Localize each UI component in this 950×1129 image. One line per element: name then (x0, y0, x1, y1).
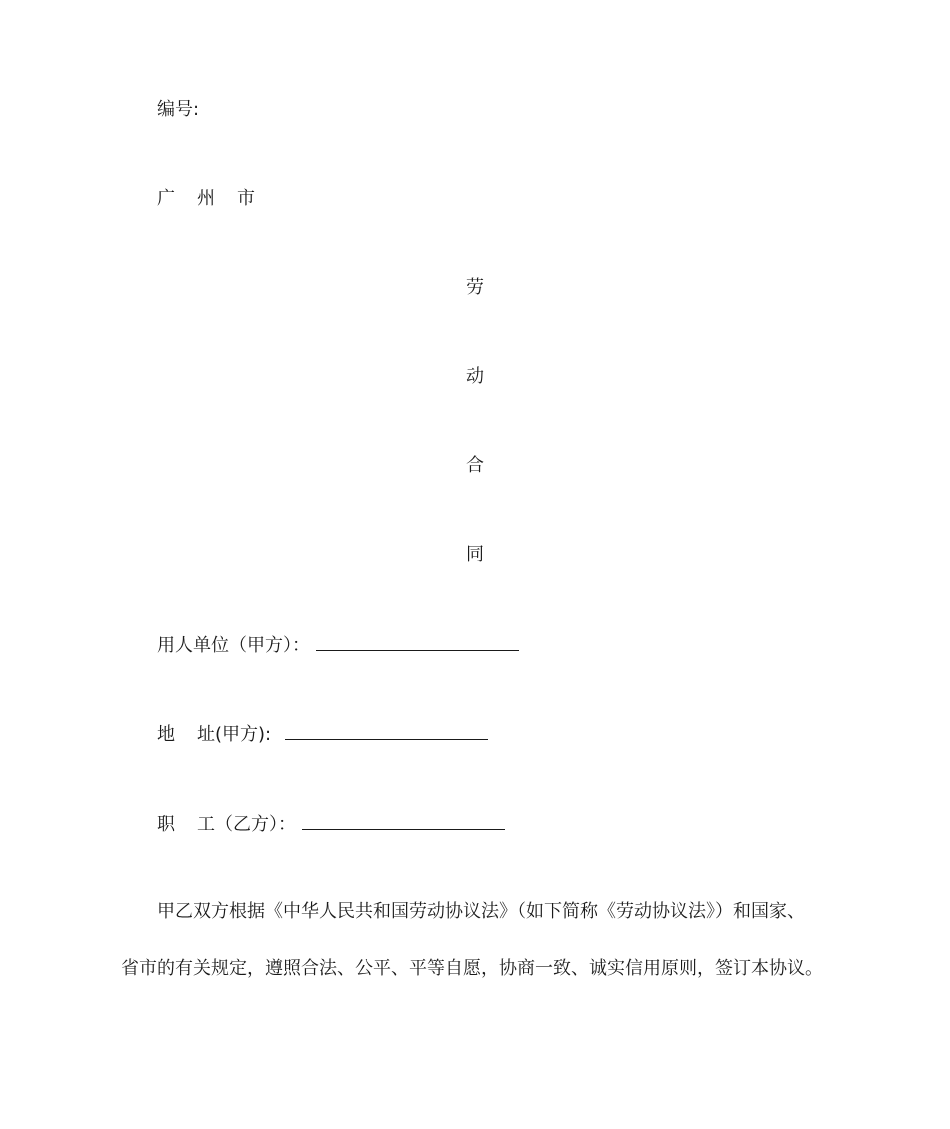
city-heading (157, 187, 255, 211)
address-fill-line[interactable] (285, 721, 488, 740)
employer-label: 用人单位（甲方）： (157, 635, 310, 656)
title-char-3: 合 (466, 455, 484, 476)
employer-fill-line[interactable] (316, 632, 519, 651)
preamble-line-1: 甲乙双方根据《中华人民共和国劳动协议法》（如下简称《劳动协议法》）和国家、 (157, 901, 805, 922)
title-char-1: 劳 (466, 277, 484, 298)
employee-fill-line[interactable] (302, 811, 505, 830)
preamble-line-2: 省市的有关规定，遵照合法、公平、平等自愿，协商一致、诚实信用原则，签订本协议。 (121, 958, 823, 979)
employer-row (157, 632, 519, 656)
city-char-2: 州 (197, 188, 215, 209)
contract-number-label: 编号: (157, 99, 200, 120)
city-char-3: 市 (237, 188, 255, 209)
address-label: 址(甲方): (197, 724, 272, 745)
employee-row (157, 811, 505, 835)
title-char-4: 同 (466, 544, 484, 565)
employee-label: 工（乙方）： (197, 814, 296, 835)
address-label-char: 地 (157, 724, 175, 745)
title-char-2: 动 (466, 366, 484, 387)
employee-label-char: 职 (157, 814, 175, 835)
city-char-1: 广 (157, 188, 175, 209)
address-row (157, 721, 488, 745)
